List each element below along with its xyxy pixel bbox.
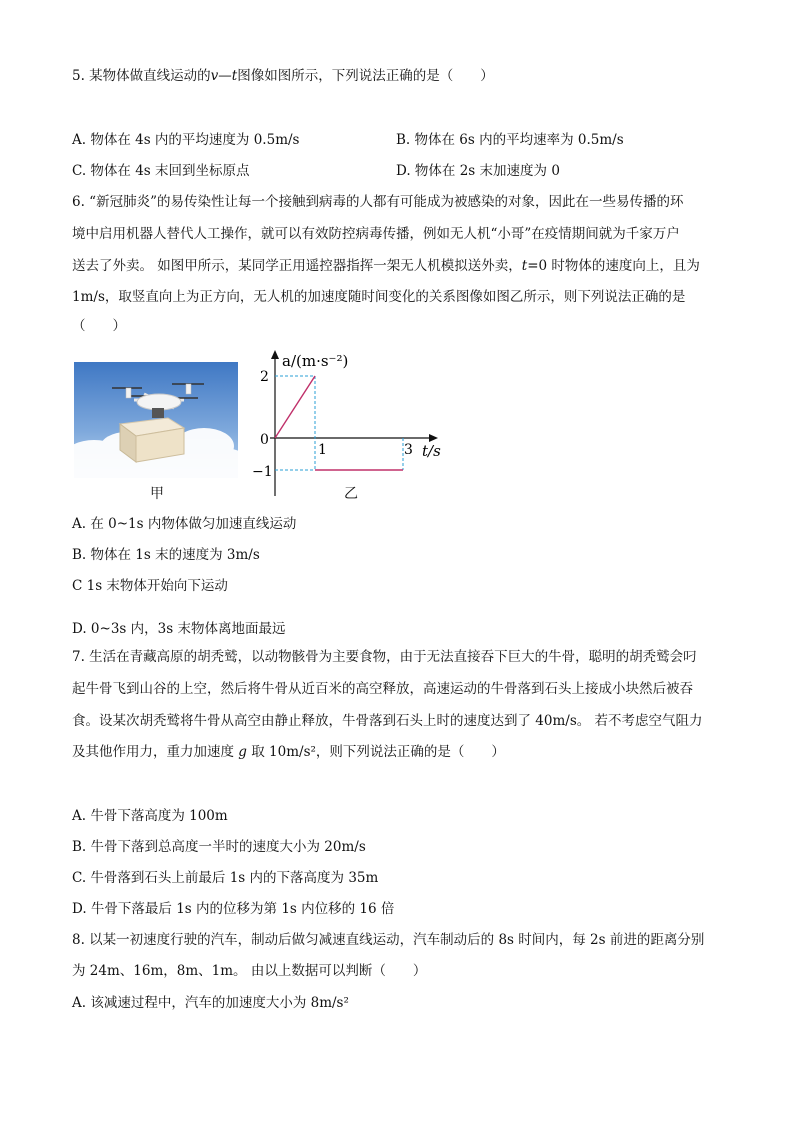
q5-stem-prefix: 5. 某物体做直线运动的 bbox=[72, 68, 211, 84]
q8-stem-line2: 为 24m、16m，8m、1m。 由以上数据可以判断（ ） bbox=[72, 963, 427, 979]
q5-option-d: D. 物体在 2s 末加速度为 0 bbox=[396, 163, 560, 179]
q7-stem-line3: 食。设某次胡秃鹫将牛骨从高空由静止释放，牛骨落到石头上时的速度达到了 40m/s。 若不考虑空气阻力 bbox=[72, 713, 703, 729]
q6-stem-line5: （ ） bbox=[72, 318, 126, 334]
tick-x-1: 1 bbox=[318, 442, 327, 458]
graph-segment-rising bbox=[275, 376, 315, 438]
q6-option-c: C 1s 末物体开始向下运动 bbox=[72, 578, 228, 594]
q5-option-b: B. 物体在 6s 内的平均速率为 0.5m/s bbox=[396, 132, 624, 148]
q7-option-d: D. 牛骨下落最后 1s 内的位移为第 1s 内位移的 16 倍 bbox=[72, 901, 395, 917]
q5-stem bbox=[72, 66, 494, 86]
drone-photo bbox=[74, 362, 238, 478]
q6-stem-line3-rest: =0 时物体的速度向上，且为 bbox=[527, 258, 700, 274]
q8-stem-line1: 8. 以某一初速度行驶的汽车，制动后做匀减速直线运动，汽车制动后的 8s 时间内，每 2s 前进的距离分别 bbox=[72, 932, 705, 948]
tick-x-3: 3 bbox=[404, 442, 413, 458]
y-axis-label: a/(m·s⁻²) bbox=[282, 352, 349, 370]
tick-y-2: 2 bbox=[260, 369, 269, 385]
q6-stem-line3-text: 送去了外卖。 如图甲所示，某同学正用遥控器指挥一架无人机模拟送外卖， bbox=[72, 258, 522, 274]
y-axis-arrow bbox=[271, 350, 279, 359]
q5-option-c: C. 物体在 4s 末回到坐标原点 bbox=[72, 163, 250, 179]
drone-body bbox=[137, 394, 181, 410]
q7-option-b: B. 牛骨下落到总高度一半时的速度大小为 20m/s bbox=[72, 839, 366, 855]
graph-svg bbox=[252, 346, 452, 506]
drone-camera bbox=[152, 408, 164, 418]
q5-stem-suffix: 图像如图所示，下列说法正确的是（ ） bbox=[237, 68, 494, 84]
q7-stem-line4-b: 取 10m/s²，则下列说法正确的是（ ） bbox=[246, 744, 505, 760]
q7-option-c: C. 牛骨落到石头上前最后 1s 内的下落高度为 35m bbox=[72, 870, 379, 886]
q6-option-d: D. 0~3s 内，3s 末物体离地面最远 bbox=[72, 621, 286, 637]
q8-option-a: A. 该减速过程中，汽车的加速度大小为 8m/s² bbox=[72, 995, 349, 1011]
q7-stem-line2: 起牛骨飞到山谷的上空，然后将牛骨从近百米的高空释放，高速运动的牛骨落到石头上接成小块然后被吞 bbox=[72, 681, 693, 697]
drone-illustration bbox=[74, 362, 238, 478]
q6-stem-line3 bbox=[72, 256, 700, 276]
q5-option-a: A. 物体在 4s 内的平均速度为 0.5m/s bbox=[72, 132, 300, 148]
q7-stem-line4-var: g bbox=[238, 744, 247, 760]
x-axis-label: t/s bbox=[422, 442, 441, 460]
q6-option-b: B. 物体在 1s 末的速度为 3m/s bbox=[72, 547, 260, 563]
q6-stem-line3-var: t bbox=[521, 258, 528, 274]
q6-stem-line2: 境中启用机器人替代人工操作，就可以有效防控病毒传播，例如无人机“小哥”在疫情期间就为千家万户 bbox=[72, 226, 680, 242]
dashed-guides bbox=[275, 376, 403, 470]
q7-stem-line4 bbox=[72, 742, 505, 762]
caption-yi: 乙 bbox=[344, 486, 358, 502]
origin-label: 0 bbox=[260, 432, 269, 448]
q6-stem-line1: 6. “新冠肺炎”的易传染性让每一个接触到病毒的人都有可能成为被感染的对象，因此在一些易传播的环 bbox=[72, 194, 684, 210]
q7-stem-line4-a: 及其他作用力，重力加速度 bbox=[72, 744, 239, 760]
q6-stem-line4: 1m/s，取竖直向上为正方向，无人机的加速度随时间变化的关系图像如图乙所示，则下列说法正确的是 bbox=[72, 289, 686, 305]
q7-option-a: A. 牛骨下落高度为 100m bbox=[72, 808, 228, 824]
q5-stem-var: v—t bbox=[210, 68, 238, 84]
tick-y-neg1: −1 bbox=[252, 464, 273, 480]
package-box bbox=[120, 418, 184, 462]
acceleration-time-graph bbox=[252, 346, 452, 506]
q6-option-a: A. 在 0~1s 内物体做匀加速直线运动 bbox=[72, 516, 297, 532]
x-axis-arrow bbox=[429, 434, 438, 442]
caption-jia: 甲 bbox=[150, 486, 164, 502]
q7-stem-line1: 7. 生活在青藏高原的胡秃鹫，以动物骸骨为主要食物，由于无法直接吞下巨大的牛骨，聪明的胡秃鹫会叼 bbox=[72, 649, 697, 665]
